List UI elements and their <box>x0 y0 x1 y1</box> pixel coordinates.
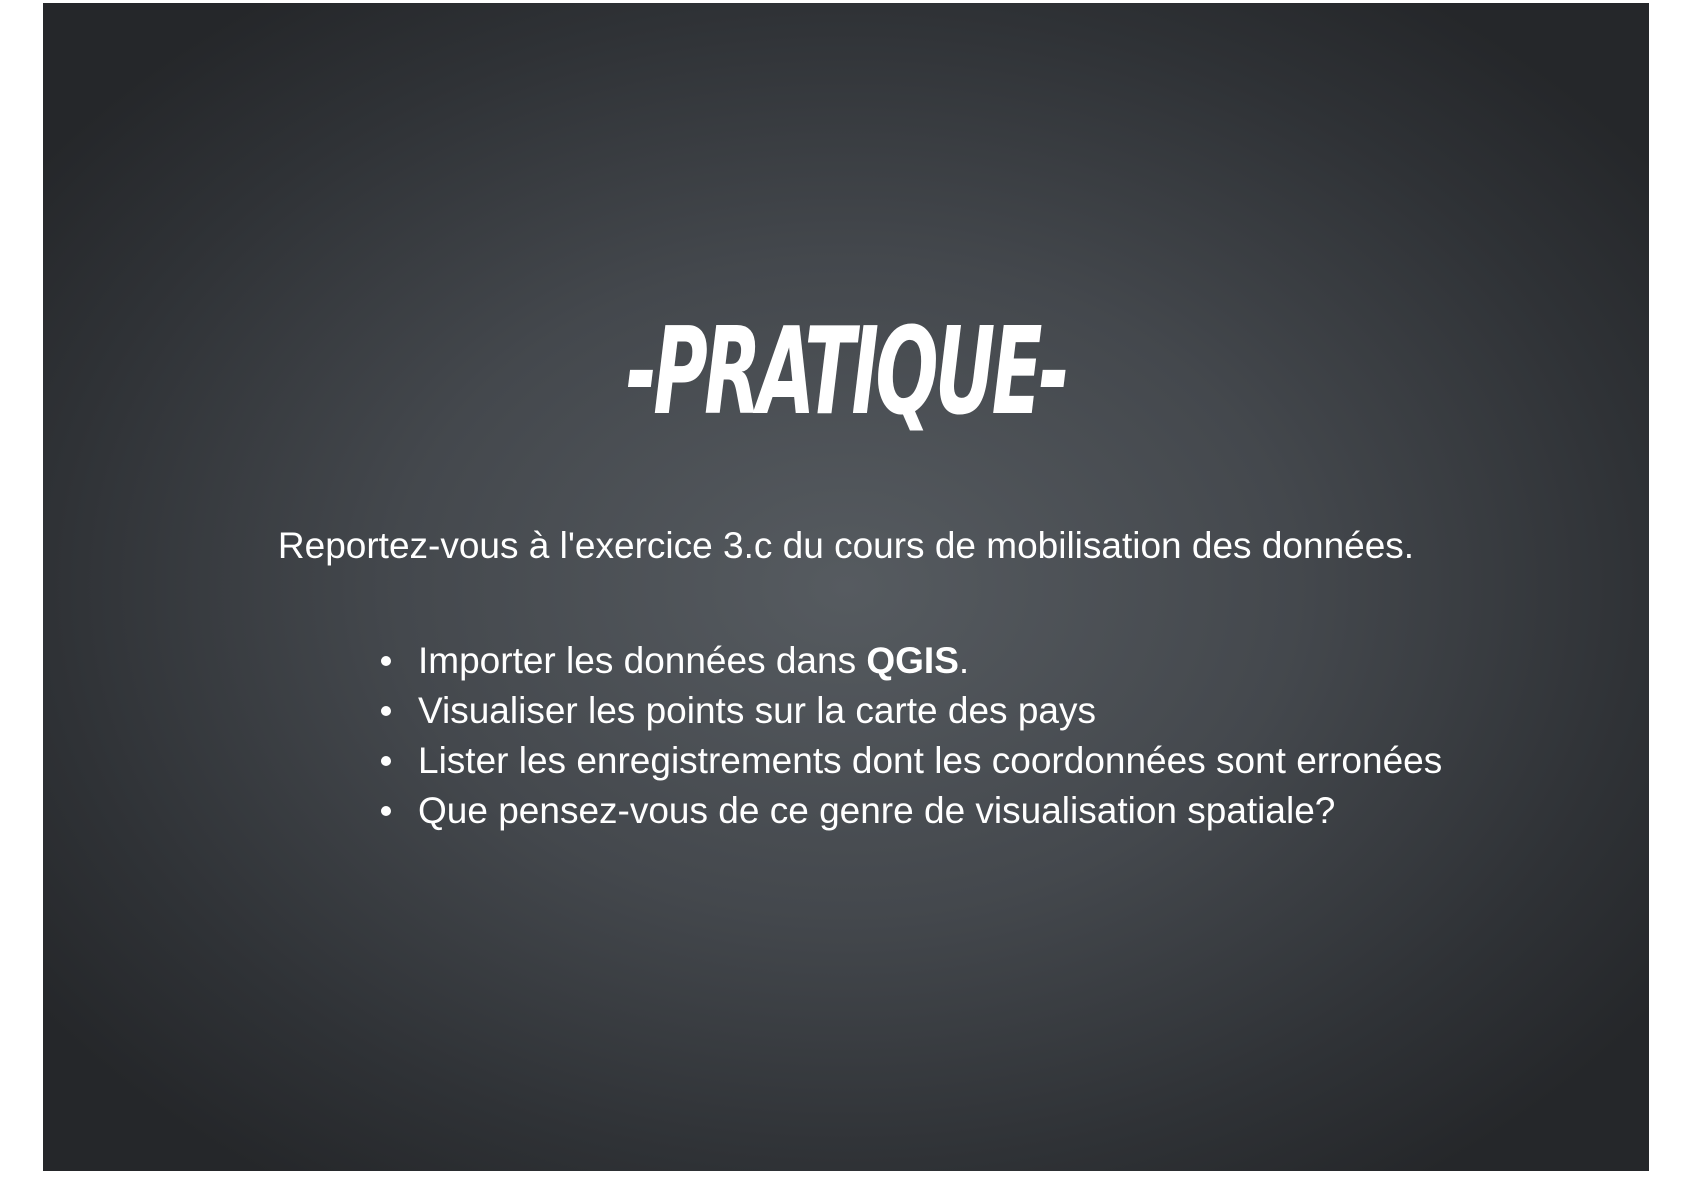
list-item <box>373 736 1442 786</box>
list-item-text: Importer les données dans <box>418 640 867 681</box>
list-item-strong: QGIS <box>866 640 959 681</box>
bullet-icon <box>381 806 391 816</box>
slide <box>43 3 1649 1171</box>
bullet-icon <box>381 756 391 766</box>
bullet-icon <box>381 706 391 716</box>
bullet-list <box>373 636 1442 836</box>
list-item <box>373 786 1442 836</box>
intro-text: Reportez-vous à l'exercice 3.c du cours de mobilisation des données. <box>277 525 1415 566</box>
list-item-text: Visualiser les points sur la carte des pays <box>418 690 1096 731</box>
list-item-suffix: . <box>958 640 970 681</box>
bullet-icon <box>381 656 391 666</box>
list-item-text: Que pensez-vous de ce genre de visualisation spatiale? <box>418 790 1336 831</box>
list-item <box>373 686 1442 736</box>
slide-title: -PRATIQUE- <box>626 303 1066 442</box>
list-item <box>373 636 1442 686</box>
list-item-text: Lister les enregistrements dont les coordonnées sont erronées <box>418 740 1443 781</box>
